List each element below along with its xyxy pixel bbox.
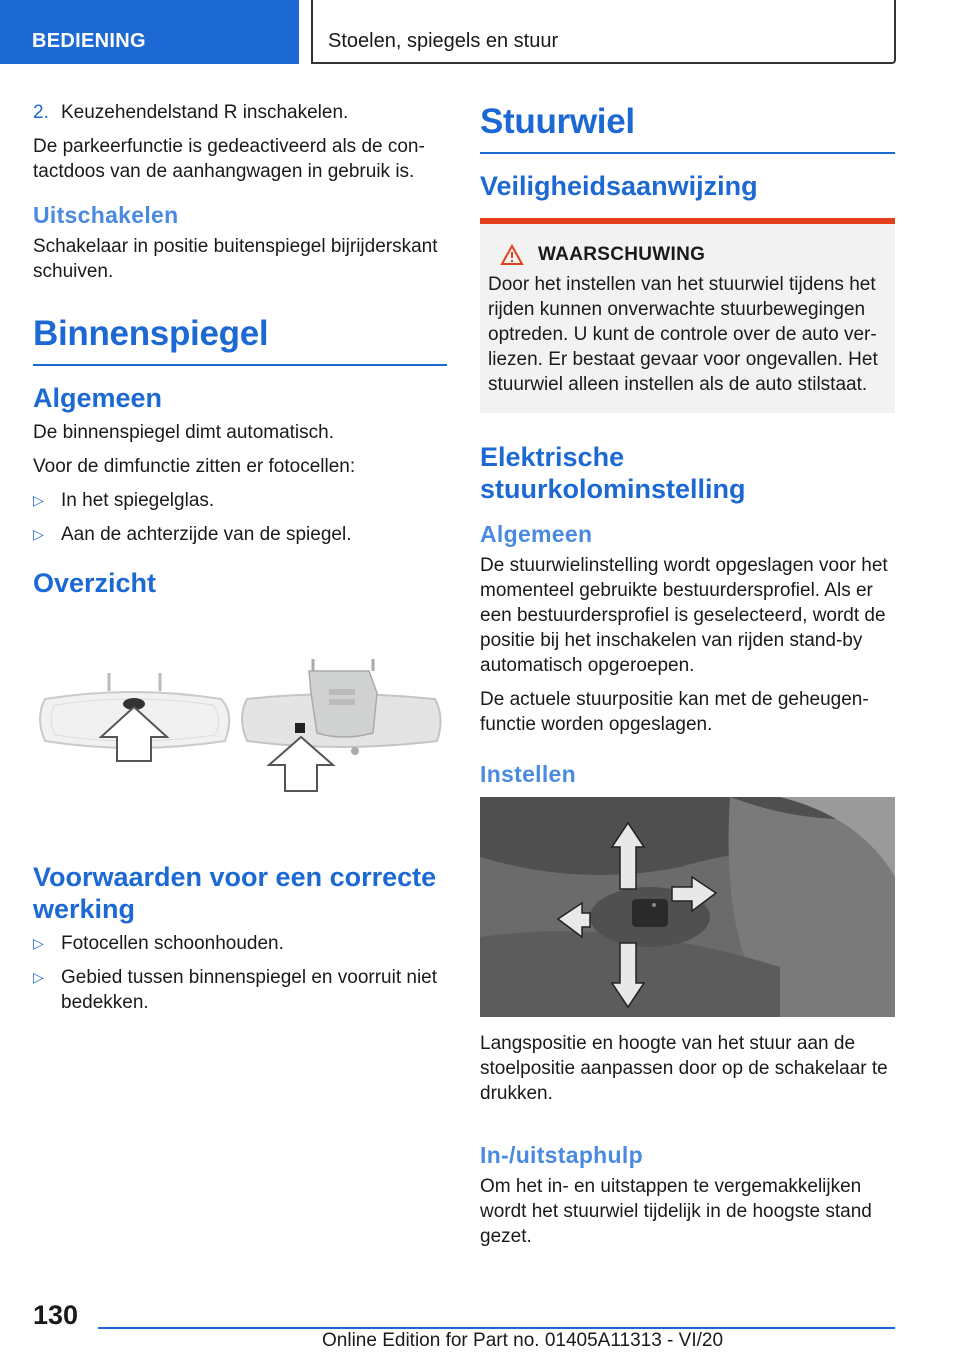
- uitschakelen-paragraph: Schakelaar in positie buitenspiegel bijrijderskant schuiven.: [33, 236, 438, 282]
- right-column: [480, 100, 895, 1258]
- warning-title-text: WAARSCHUWING: [538, 244, 706, 265]
- heading-algemeen-right: Algemeen: [480, 521, 593, 547]
- section-tab: [0, 0, 299, 64]
- heading-instellen: Instellen: [480, 761, 577, 787]
- warning-title: [488, 244, 887, 266]
- bullet-triangle-icon: ▷: [33, 526, 44, 542]
- steering-column-switch-photo: [480, 797, 895, 1017]
- dimfunctie-paragraph: Voor de dimfunctie zitten er fotocellen:: [33, 456, 356, 477]
- list-item: [33, 965, 447, 1015]
- edition-text: Online Edition for Part no. 01405A11313 - VI/20: [322, 1330, 724, 1351]
- list-item: [33, 522, 447, 547]
- footer-divider: [98, 1327, 895, 1329]
- mirror-photocell-illustration: [33, 613, 447, 833]
- list-item: [33, 488, 447, 513]
- langspositie-paragraph: Langspositie en hoogte van het stuur aan de stoelpositie aanpassen door op de schakelaar te drukken.: [480, 1033, 888, 1104]
- dimt-paragraph: De binnenspiegel dimt automatisch.: [33, 422, 335, 443]
- heading-overzicht: Overzicht: [33, 568, 157, 598]
- heading-stuurwiel: Stuurwiel: [480, 100, 895, 154]
- heading-elektrische-stuurkolominstelling: Elektrische stuurkolominstelling: [480, 442, 746, 504]
- chapter-title: Stoelen, spiegels en stuur: [328, 30, 559, 52]
- step-2: [33, 100, 447, 125]
- step-text: Keuzehendelstand R inschakelen.: [61, 102, 349, 123]
- bullet-triangle-icon: ▷: [33, 969, 44, 985]
- list-item-text: Gebied tussen binnenspiegel en voorruit niet bedekken.: [61, 967, 438, 1013]
- step-number: 2.: [33, 102, 49, 123]
- heading-uitschakelen: Uitschakelen: [33, 202, 179, 228]
- list-item-text: Fotocellen schoonhouden.: [61, 933, 284, 954]
- uitstaphulp-paragraph: Om het in- en uitstappen te vergemakkelijken wordt het stuurwiel tijdelijk in de hoogste stand gezet.: [480, 1176, 872, 1247]
- heading-in-uitstaphulp: In-/uitstaphulp: [480, 1142, 643, 1168]
- list-item: [33, 931, 447, 956]
- page-number: 130: [33, 1300, 79, 1330]
- warning-box: [480, 218, 895, 413]
- list-item-text: In het spiegelglas.: [61, 490, 215, 511]
- actuele-paragraph: De actuele stuurpositie kan met de geheugenfunctie worden opgeslagen.: [480, 689, 869, 735]
- warning-text: Door het instellen van het stuurwiel tijdens het rijden kunnen onverwachte stuurbewegingen optreden. U kunt de controle over de auto verliezen. Er bestaat gevaar voor ongevallen. Het stuurwiel alleen instellen als de auto stilstaat.: [488, 274, 878, 395]
- list-item-text: Aan de achterzijde van de spiegel.: [61, 524, 352, 545]
- opgeslagen-paragraph: De stuurwielinstelling wordt opgeslagen voor het momenteel gebruikte bestuurdersprofiel. Als er een bestuurdersprofiel is geselecteerd, wordt de positie bij het inschakelen van rijden stand-by automatisch opgeroepen.: [480, 555, 888, 676]
- bullet-triangle-icon: ▷: [33, 492, 44, 508]
- heading-algemeen: Algemeen: [33, 383, 163, 413]
- heading-veiligheidsaanwijzing: Veiligheidsaanwijzing: [480, 171, 758, 201]
- warning-triangle-icon: [500, 244, 524, 266]
- section-title: BEDIENING: [32, 30, 146, 52]
- chapter-tab: [311, 0, 896, 64]
- bullet-triangle-icon: ▷: [33, 935, 44, 951]
- parkeer-paragraph: De parkeerfunctie is gedeactiveerd als de contactdoos van de aanhangwagen in gebruik is.: [33, 136, 425, 182]
- heading-voorwaarden: Voorwaarden voor een correcte werking: [33, 862, 437, 924]
- left-column: [33, 100, 447, 1024]
- heading-binnenspiegel: Binnenspiegel: [33, 312, 447, 366]
